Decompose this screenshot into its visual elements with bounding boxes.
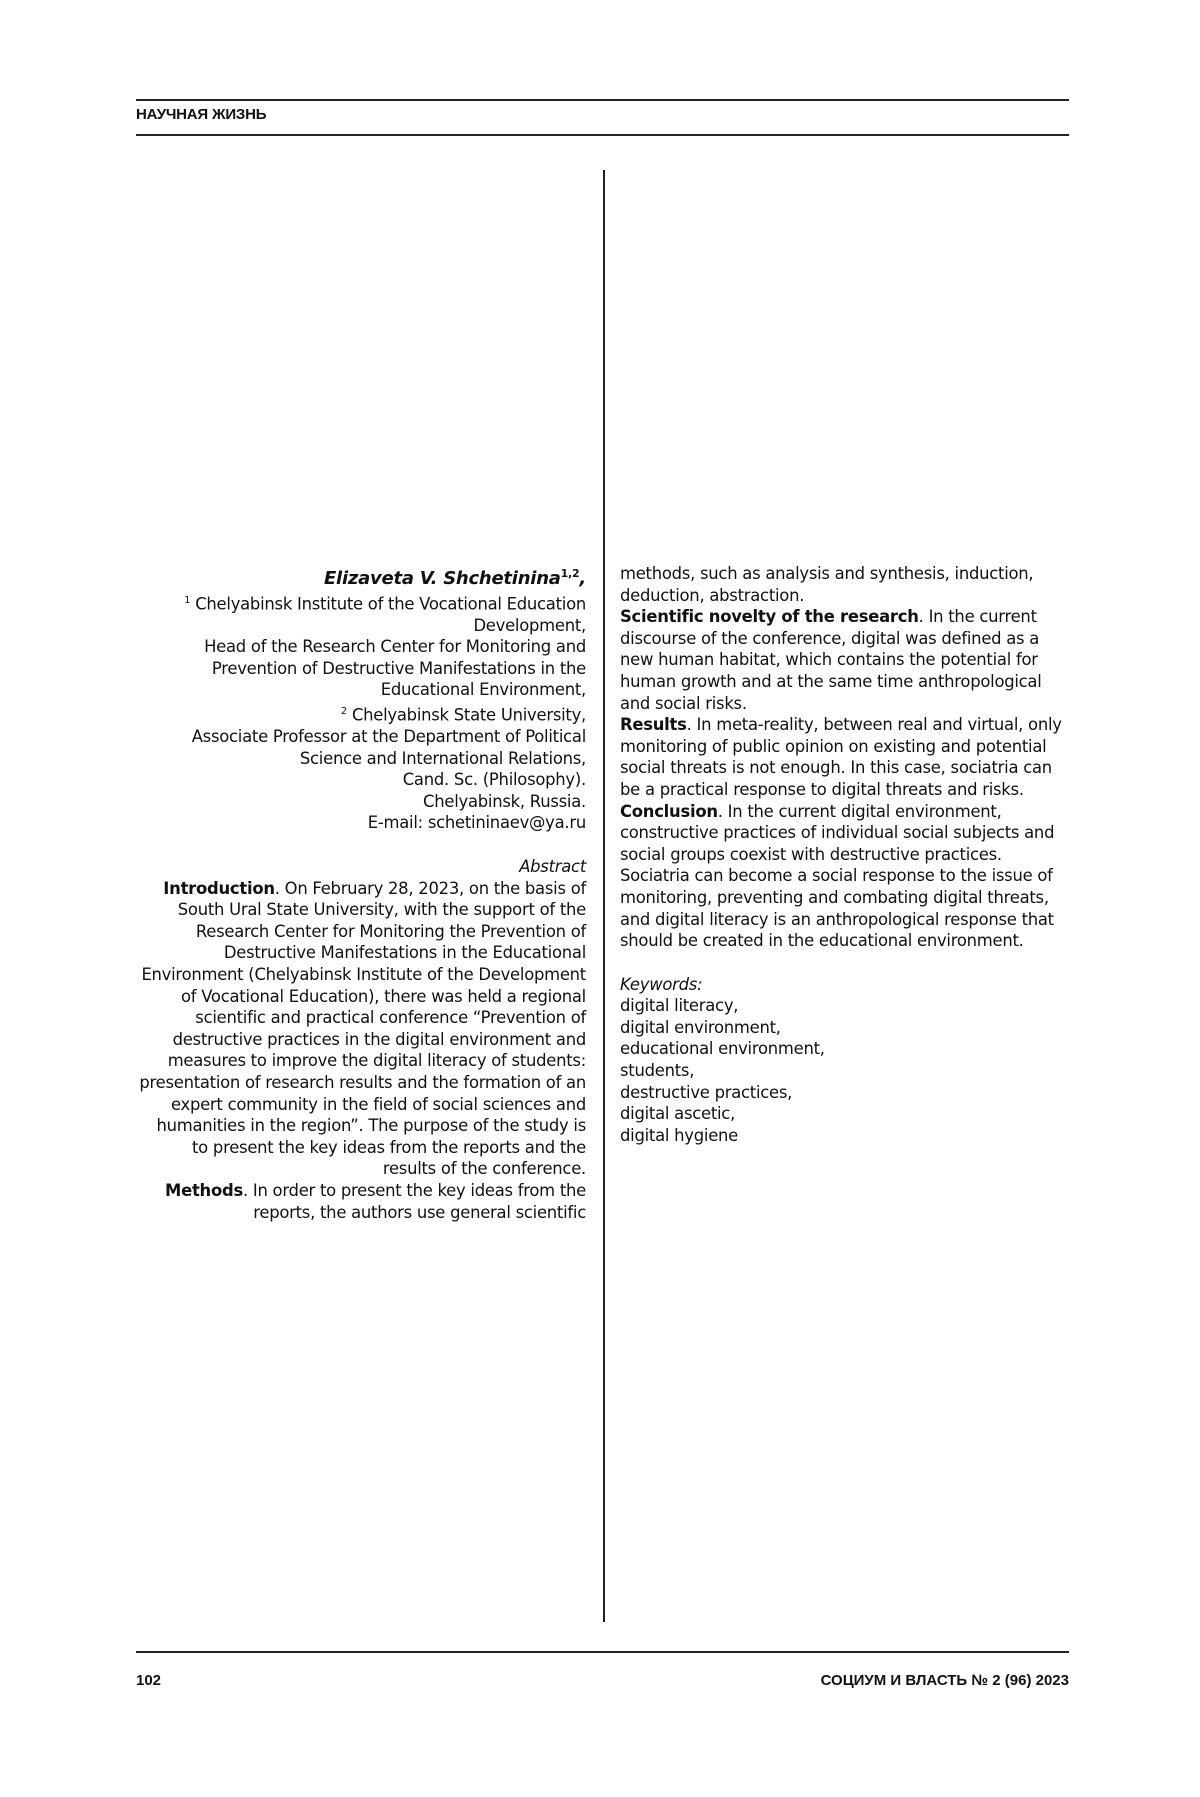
running-header: НАУЧНАЯ ЖИЗНЬ [136, 106, 267, 123]
author-email: E-mail: schetininaev@ya.ru [367, 813, 586, 833]
author-line [136, 563, 586, 590]
keywords-list [620, 995, 1068, 1146]
affiliation-1: $^1$ Chelyabinsk Institute of the Vocational Education Development, [184, 594, 586, 635]
affiliation-position-2: Associate Professor at the Department of Political Science and International Relations, [191, 727, 586, 768]
author-comma: , [579, 568, 586, 589]
right-column [620, 563, 1068, 1146]
left-column [136, 563, 586, 1223]
keyword-item: digital ascetic, [620, 1104, 736, 1124]
author-location: Chelyabinsk, Russia. [423, 791, 586, 811]
keyword-item: educational environment, [620, 1039, 825, 1059]
abstract-novelty: Scientific novelty of the research. In the current discourse of the conference, digital was defined as a new human habitat, which contains the potential for human growth and at the same time anthropological and social risks. [620, 607, 1042, 713]
abstract-conclusion: Conclusion. In the current digital environment, constructive practices of individual social subjects and social groups coexist with destructive practices. Sociatria can become a social response to the issue of monitoring, preventing and combating digital threats, and digital literacy is an anthropological response that should be created in the educational environment. [620, 801, 1055, 951]
keywords-label: Keywords: [620, 974, 703, 994]
abstract-introduction: Introduction. On February 28, 2023, on the basis of South Ural State University, with the support of the Research Center for Monitoring the Prevention of Destructive Manifestations in the Educational Environment (Chelyabinsk Institute of the Development of Vocational Education), there was held a regional scientific and practical conference “Prevention of destructive practices in the digital environment and measures to improve the digital literacy of students: presentation of research results and the formation of an expert community in the field of social sciences and humanities in the region”. The purpose of the study is to present the key ideas from the reports and the results of the conference. [139, 878, 586, 1179]
keyword-item: digital literacy, [620, 996, 739, 1016]
author-name: Elizaveta V. Shchetinina [324, 568, 561, 589]
author-superscript: 1,2 [560, 567, 580, 580]
column-divider [603, 170, 605, 1622]
conclusion-heading: Conclusion [620, 801, 718, 821]
header-top-rule [136, 99, 1069, 101]
keyword-item: students, [620, 1061, 695, 1081]
keyword-item: digital environment, [620, 1017, 781, 1037]
abstract-label: Abstract [519, 857, 586, 877]
academic-degree: Cand. Sc. (Philosophy). [402, 770, 586, 790]
abstract-methods: Methods. In order to present the key ideas from the reports, the authors use general scientific [165, 1180, 586, 1222]
abstract-results: Results. In meta-reality, between real and virtual, only monitoring of public opinion on existing and potential social threats is not enough. In this case, sociatria can be a practical response to digital threats and risks. [620, 715, 1062, 799]
methods-heading: Methods [165, 1180, 243, 1200]
page-number: 102 [136, 1672, 162, 1689]
affiliation-2: $^2$ Chelyabinsk State University, [340, 705, 586, 725]
abstract-methods-continued: methods, such as analysis and synthesis, induction, deduction, abstraction. [620, 564, 1034, 605]
header-bottom-rule [136, 134, 1069, 136]
introduction-heading: Introduction [163, 878, 275, 898]
novelty-heading: Scientific novelty of the research [620, 607, 919, 627]
footer-rule [136, 1651, 1069, 1653]
keyword-item: destructive practices, [620, 1082, 793, 1102]
affiliation-position-1: Head of the Research Center for Monitoring and Prevention of Destructive Manifestations in the Educational Environment, [204, 637, 586, 700]
results-heading: Results [620, 715, 687, 735]
keyword-item: digital hygiene [620, 1125, 739, 1145]
journal-title: СОЦИУМ И ВЛАСТЬ № 2 (96) 2023 [820, 1672, 1069, 1689]
